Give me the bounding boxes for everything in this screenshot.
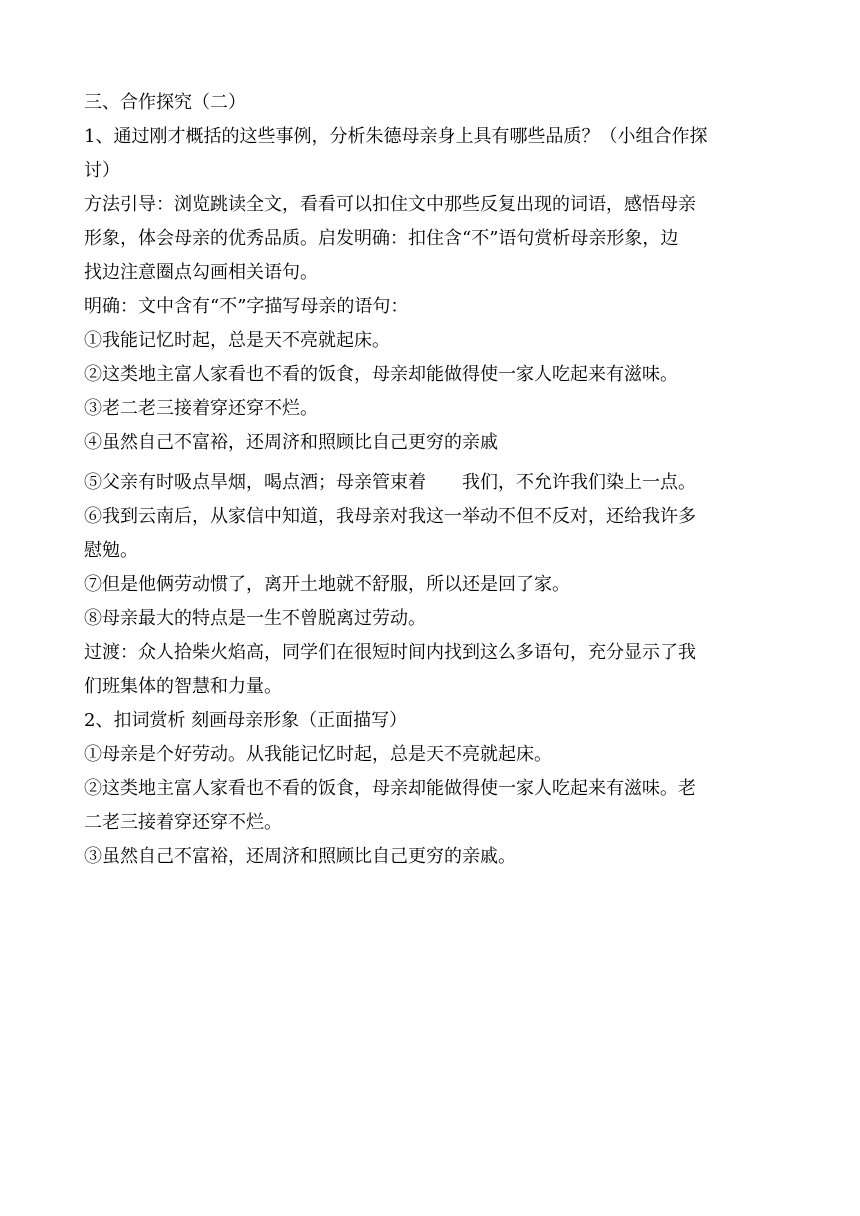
question-line: 讨） — [84, 160, 120, 181]
document-page — [84, 86, 782, 874]
subsection-heading: 2、扣词赏析 刻画母亲形象（正面描写） — [84, 710, 408, 731]
list-item: ④虽然自己不富裕，还周济和照顾比自己更穷的亲戚 — [84, 432, 498, 453]
question-line: 1、通过刚才概括的这些事例，分析朱德母亲身上具有哪些品质？（小组合作探 — [84, 126, 708, 147]
list-item: ⑧母亲最大的特点是一生不曾脱离过劳动。 — [84, 608, 426, 629]
paragraph-line: 方法引导：浏览跳读全文，看看可以扣住文中那些反复出现的词语，感悟母亲 — [84, 194, 696, 215]
list-item: 二老三接着穿还穿不烂。 — [84, 812, 282, 833]
list-item: 慰勉。 — [84, 540, 138, 561]
list-item: ⑦但是他俩劳动惯了，离开土地就不舒服，所以还是回了家。 — [84, 574, 570, 595]
list-item: ③老二老三接着穿还穿不烂。 — [84, 398, 318, 419]
list-item: ①母亲是个好劳动。从我能记忆时起，总是天不亮就起床。 — [84, 744, 552, 765]
paragraph-line: 找边注意圈点勾画相关语句。 — [84, 262, 318, 283]
paragraph-line: 形象，体会母亲的优秀品质。启发明确：扣住含“不”语句赏析母亲形象，边 — [84, 228, 679, 249]
paragraph-line: 们班集体的智慧和力量。 — [84, 676, 282, 697]
list-item: ⑤父亲有时吸点旱烟，喝点酒；母亲管束着 我们，不允许我们染上一点。 — [84, 472, 696, 493]
paragraph-line: 过渡：众人拾柴火焰高，同学们在很短时间内找到这么多语句，充分显示了我 — [84, 642, 696, 663]
paragraph-line: 明确：文中含有“不”字描写母亲的语句： — [84, 296, 409, 317]
list-item: ③虽然自己不富裕，还周济和照顾比自己更穷的亲戚。 — [84, 846, 516, 867]
list-item: ①我能记忆时起，总是天不亮就起床。 — [84, 330, 390, 351]
list-item: ②这类地主富人家看也不看的饭食，母亲却能做得使一家人吃起来有滋味。 — [84, 364, 678, 385]
section-heading: 三、合作探究（二） — [84, 92, 246, 113]
list-item: ②这类地主富人家看也不看的饭食，母亲却能做得使一家人吃起来有滋味。老 — [84, 778, 696, 799]
list-item: ⑥我到云南后，从家信中知道，我母亲对我这一举动不但不反对，还给我许多 — [84, 506, 696, 527]
